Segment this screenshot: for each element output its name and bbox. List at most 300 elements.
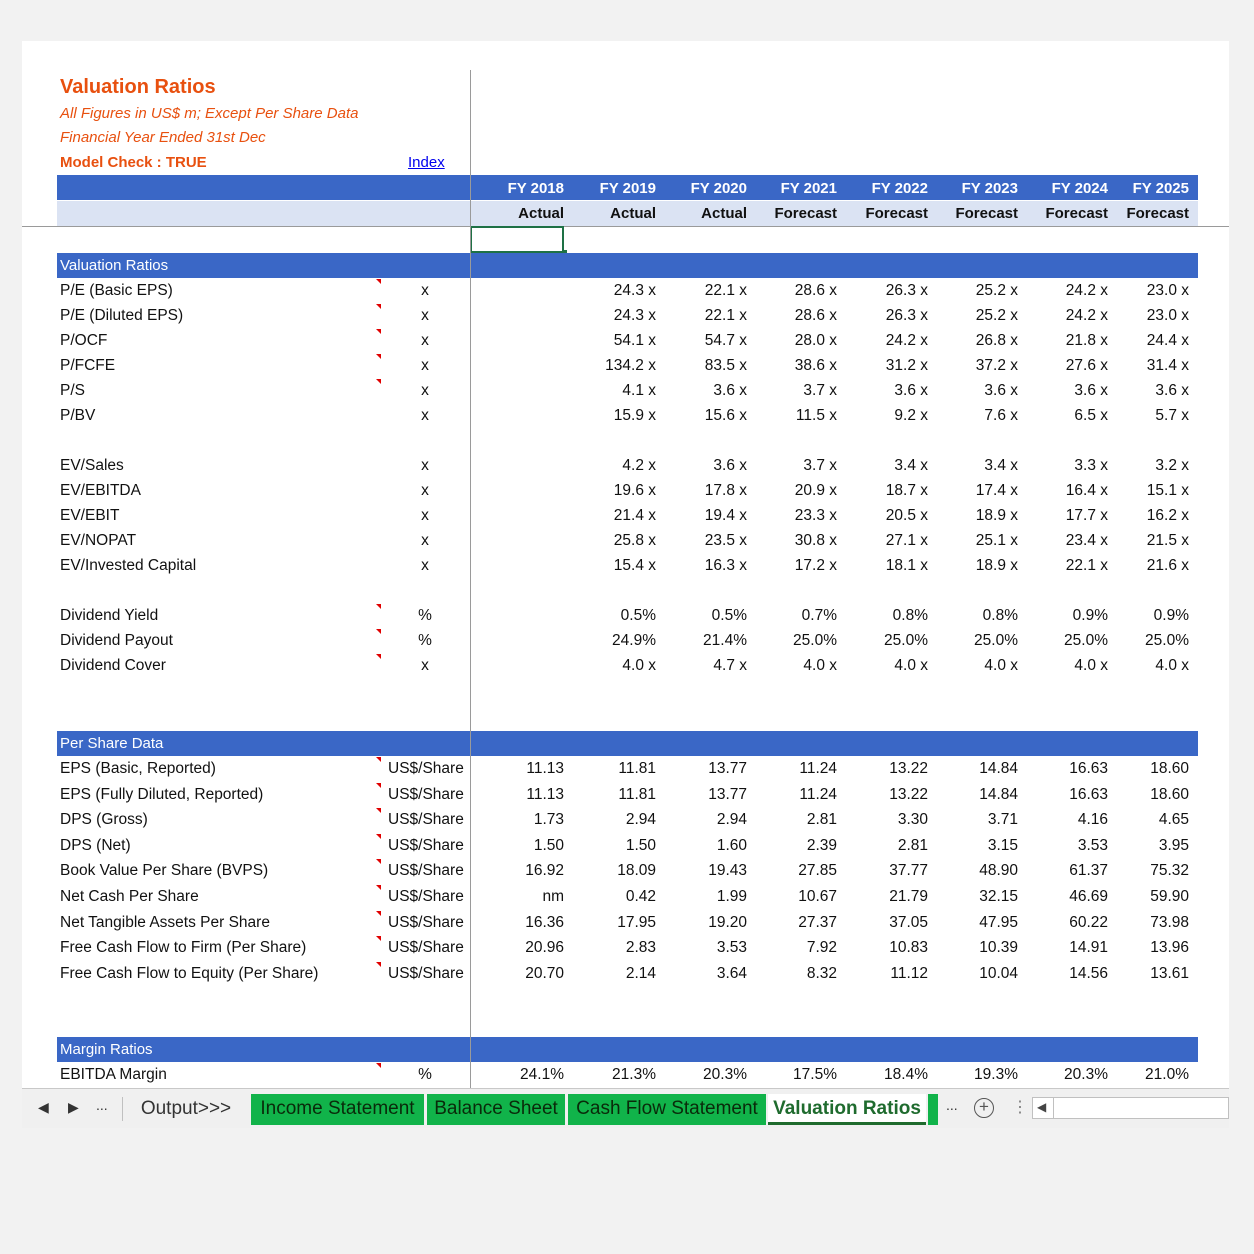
value-cell[interactable]: 4.0 x — [984, 657, 1018, 674]
row-label: P/E (Basic EPS) — [60, 282, 173, 299]
table-row[interactable] — [22, 808, 1229, 833]
value-cell[interactable]: 0.9% — [1153, 607, 1189, 624]
value-cell[interactable]: 15.4 x — [613, 557, 656, 574]
row-unit: US$/Share — [388, 785, 464, 803]
comment-indicator-icon — [376, 859, 381, 864]
value-cell[interactable]: 22.1 x — [1065, 557, 1108, 574]
value-cell[interactable]: 3.2 x — [1155, 457, 1189, 474]
table-row[interactable] — [22, 454, 1229, 479]
tab-cash-flow-statement[interactable]: Cash Flow Statement — [568, 1094, 766, 1125]
value-cell[interactable]: 16.36 — [525, 913, 564, 931]
value-cell[interactable]: 21.4 x — [613, 507, 656, 524]
value-cell[interactable]: 54.7 x — [704, 332, 747, 349]
value-cell[interactable]: 14.84 — [979, 785, 1018, 803]
value-cell[interactable]: 22.1 x — [704, 282, 747, 299]
row-unit: x — [421, 307, 429, 324]
tab-ellipsis[interactable]: ... — [96, 1097, 108, 1113]
value-cell[interactable]: 15.9 x — [613, 407, 656, 424]
value-cell[interactable]: 13.22 — [889, 760, 928, 777]
comment-indicator-icon — [376, 911, 381, 916]
row-unit: x — [421, 482, 429, 499]
value-cell[interactable]: 2.39 — [806, 836, 837, 854]
value-cell[interactable]: 9.2 x — [894, 407, 928, 424]
value-cell[interactable]: 3.7 x — [803, 382, 837, 399]
scroll-right-icon[interactable]: ▶ — [68, 1099, 79, 1115]
comment-indicator-icon — [376, 629, 381, 634]
value-cell[interactable]: 31.4 x — [1146, 357, 1189, 374]
value-cell[interactable]: 3.6 x — [1155, 382, 1189, 399]
value-cell[interactable]: 16.2 x — [1146, 507, 1189, 524]
value-cell[interactable]: 11.24 — [799, 760, 837, 777]
row-unit: US$/Share — [388, 964, 464, 982]
row-unit: x — [421, 282, 429, 299]
table-row[interactable] — [22, 783, 1229, 808]
value-cell[interactable]: 23.0 x — [1146, 307, 1189, 324]
value-cell[interactable]: 20.70 — [525, 964, 564, 982]
row-label: EV/EBIT — [60, 507, 120, 524]
value-cell[interactable]: 13.77 — [708, 785, 747, 803]
value-cell[interactable]: 21.5 x — [1146, 532, 1189, 549]
value-cell[interactable]: 47.95 — [979, 913, 1018, 931]
value-cell[interactable]: 27.6 x — [1065, 357, 1108, 374]
value-cell[interactable]: 24.4 x — [1146, 332, 1189, 349]
value-cell[interactable]: 3.4 x — [984, 457, 1018, 474]
value-cell[interactable]: 16.4 x — [1065, 482, 1108, 499]
sheet-tab-bar — [22, 1088, 1229, 1128]
period-type-header: Forecast — [774, 205, 837, 222]
table-row[interactable] — [22, 885, 1229, 910]
value-cell[interactable]: 11.13 — [526, 785, 564, 803]
value-cell[interactable]: 1.50 — [533, 836, 564, 854]
tab-output[interactable]: Output>>> — [140, 1098, 232, 1119]
section-title: Valuation Ratios — [60, 257, 169, 274]
value-cell[interactable]: 32.15 — [979, 888, 1018, 905]
value-cell[interactable]: 0.42 — [625, 888, 656, 905]
value-cell[interactable]: 0.7% — [801, 607, 837, 624]
value-cell[interactable]: 14.91 — [1069, 939, 1108, 957]
comment-indicator-icon — [376, 304, 381, 309]
value-cell[interactable]: 3.53 — [716, 939, 747, 957]
value-cell[interactable]: 7.92 — [806, 939, 837, 957]
value-cell[interactable]: 18.7 x — [885, 482, 928, 499]
value-cell[interactable]: 4.1 x — [622, 382, 656, 399]
value-cell[interactable]: 28.6 x — [794, 307, 837, 324]
value-cell[interactable]: 25.0% — [1064, 632, 1108, 649]
row-label: EPS (Basic, Reported) — [60, 760, 216, 777]
tab-next-green[interactable] — [928, 1094, 938, 1125]
value-cell[interactable]: 17.8 x — [704, 482, 747, 499]
comment-indicator-icon — [376, 834, 381, 839]
value-cell[interactable]: 19.4 x — [704, 507, 747, 524]
value-cell[interactable]: 14.56 — [1069, 964, 1108, 982]
value-cell[interactable]: 0.8% — [982, 607, 1018, 624]
value-cell[interactable]: 18.09 — [617, 862, 656, 880]
comment-indicator-icon — [376, 379, 381, 384]
value-cell[interactable]: 24.3 x — [613, 282, 656, 299]
year-header-fy-2023: FY 2023 — [961, 180, 1018, 197]
row-label: EPS (Fully Diluted, Reported) — [60, 785, 264, 803]
row-label: EV/EBITDA — [60, 482, 141, 499]
value-cell[interactable]: 19.3% — [974, 1066, 1018, 1083]
row-unit: x — [421, 557, 429, 574]
value-cell[interactable]: 18.9 x — [975, 507, 1018, 524]
scrollbar-left-icon[interactable]: ◀ — [1037, 1100, 1047, 1114]
value-cell[interactable]: 17.7 x — [1065, 507, 1108, 524]
value-cell[interactable]: 2.83 — [625, 939, 656, 957]
row-label: DPS (Net) — [60, 836, 131, 854]
value-cell[interactable]: 17.5% — [793, 1066, 837, 1083]
value-cell[interactable]: 26.8 x — [975, 332, 1018, 349]
scrollbar-thumb-edge — [1053, 1098, 1054, 1118]
row-unit: x — [421, 407, 429, 424]
value-cell[interactable]: 20.3% — [1064, 1066, 1108, 1083]
value-cell[interactable]: 4.65 — [1158, 811, 1189, 829]
value-cell[interactable]: 2.94 — [625, 811, 656, 829]
comment-indicator-icon — [376, 654, 381, 659]
value-cell[interactable]: 13.61 — [1150, 964, 1189, 982]
row-unit: % — [418, 1066, 432, 1083]
value-cell[interactable]: 3.15 — [987, 836, 1018, 854]
row-label: EBITDA Margin — [60, 1066, 167, 1083]
value-cell[interactable]: 26.3 x — [885, 307, 928, 324]
value-cell[interactable]: 7.6 x — [984, 407, 1018, 424]
value-cell[interactable]: 4.0 x — [1074, 657, 1108, 674]
sheet-title: Valuation Ratios — [60, 76, 216, 98]
value-cell[interactable]: 4.2 x — [622, 457, 656, 474]
value-cell[interactable]: 4.0 x — [803, 657, 837, 674]
value-cell[interactable]: 24.2 x — [1065, 282, 1108, 299]
value-cell[interactable]: 11.81 — [618, 760, 656, 777]
period-type-header: Forecast — [1045, 205, 1108, 222]
row-label: EV/NOPAT — [60, 532, 137, 549]
table-row[interactable] — [22, 911, 1229, 936]
value-cell[interactable]: 21.8 x — [1065, 332, 1108, 349]
period-type-header: Forecast — [1126, 205, 1189, 222]
value-cell[interactable]: 23.4 x — [1065, 532, 1108, 549]
value-cell[interactable]: 0.8% — [892, 607, 928, 624]
value-cell[interactable]: 3.30 — [897, 811, 928, 829]
value-cell[interactable]: 21.3% — [612, 1066, 656, 1083]
value-cell[interactable]: 16.92 — [525, 862, 564, 880]
table-row[interactable] — [22, 629, 1229, 654]
selected-cell[interactable] — [470, 226, 564, 253]
row-label: P/E (Diluted EPS) — [60, 307, 184, 324]
table-row[interactable] — [22, 757, 1229, 782]
value-cell[interactable]: 27.85 — [798, 862, 837, 880]
value-cell[interactable]: 16.63 — [1069, 785, 1108, 803]
value-cell[interactable]: 3.7 x — [803, 457, 837, 474]
value-cell[interactable]: 13.77 — [708, 760, 747, 777]
value-cell[interactable]: 25.1 x — [975, 532, 1018, 549]
value-cell[interactable]: 18.9 x — [975, 557, 1018, 574]
value-cell[interactable]: 4.0 x — [622, 657, 656, 674]
comment-indicator-icon — [376, 757, 381, 762]
value-cell[interactable]: 25.0% — [1145, 632, 1189, 649]
row-unit: US$/Share — [388, 836, 464, 854]
value-cell[interactable]: 22.1 x — [704, 307, 747, 324]
units-note: All Figures in US$ m; Except Per Share Data — [60, 105, 359, 122]
value-cell[interactable]: 10.04 — [979, 964, 1018, 982]
row-label: Free Cash Flow to Firm (Per Share) — [60, 939, 307, 957]
value-cell[interactable]: 59.90 — [1150, 888, 1189, 905]
value-cell[interactable]: nm — [542, 888, 564, 905]
section-title: Per Share Data — [60, 735, 164, 752]
value-cell[interactable]: 1.73 — [533, 811, 564, 829]
row-label: Book Value Per Share (BVPS) — [60, 862, 269, 880]
value-cell[interactable]: 1.60 — [716, 836, 747, 854]
horizontal-scrollbar[interactable] — [1032, 1097, 1229, 1119]
value-cell[interactable]: 4.0 x — [894, 657, 928, 674]
value-cell[interactable]: 11.13 — [526, 760, 564, 777]
value-cell[interactable]: 24.1% — [520, 1066, 564, 1083]
table-row[interactable] — [22, 834, 1229, 859]
fiscal-year-note: Financial Year Ended 31st Dec — [60, 129, 266, 146]
value-cell[interactable]: 25.2 x — [975, 307, 1018, 324]
tab-income-statement[interactable]: Income Statement — [251, 1094, 424, 1125]
value-cell[interactable]: 18.60 — [1150, 785, 1189, 803]
value-cell[interactable]: 10.83 — [889, 939, 928, 957]
value-cell[interactable]: 5.7 x — [1155, 407, 1189, 424]
period-type-header: Actual — [701, 205, 747, 222]
table-row[interactable] — [22, 279, 1229, 304]
tab-separator — [122, 1097, 123, 1121]
row-unit: x — [421, 657, 429, 674]
value-cell[interactable]: 10.67 — [798, 888, 837, 905]
value-cell[interactable]: 27.37 — [798, 913, 837, 931]
value-cell[interactable]: 134.2 x — [605, 357, 656, 374]
period-type-header: Actual — [518, 205, 564, 222]
value-cell[interactable]: 11.24 — [799, 785, 837, 803]
value-cell[interactable]: 23.3 x — [794, 507, 837, 524]
value-cell[interactable]: 3.53 — [1077, 836, 1108, 854]
table-row[interactable] — [22, 304, 1229, 329]
table-row[interactable] — [22, 859, 1229, 884]
value-cell[interactable]: 3.71 — [987, 811, 1018, 829]
table-row[interactable] — [22, 604, 1229, 629]
value-cell[interactable]: 24.9% — [612, 632, 656, 649]
table-row[interactable] — [22, 479, 1229, 504]
scroll-left-icon[interactable]: ◀ — [38, 1099, 49, 1115]
value-cell[interactable]: 25.0% — [884, 632, 928, 649]
value-cell[interactable]: 11.12 — [890, 964, 928, 982]
value-cell[interactable]: 48.90 — [979, 862, 1018, 880]
value-cell[interactable]: 17.95 — [617, 913, 656, 931]
value-cell[interactable]: 24.3 x — [613, 307, 656, 324]
value-cell[interactable]: 4.0 x — [1155, 657, 1189, 674]
section-bar-valuation-ratios — [57, 253, 1198, 278]
year-header-fy-2022: FY 2022 — [871, 180, 928, 197]
row-label: EV/Sales — [60, 457, 124, 474]
tab-balance-sheet[interactable]: Balance Sheet — [427, 1094, 565, 1125]
value-cell[interactable]: 3.64 — [716, 964, 747, 982]
period-type-header: Actual — [610, 205, 656, 222]
frozen-pane-divider — [22, 226, 1229, 227]
value-cell[interactable]: 3.6 x — [713, 457, 747, 474]
value-cell[interactable]: 46.69 — [1069, 888, 1108, 905]
value-cell[interactable]: 21.4% — [703, 632, 747, 649]
value-cell[interactable]: 21.6 x — [1146, 557, 1189, 574]
value-cell[interactable]: 14.84 — [979, 760, 1018, 777]
value-cell[interactable]: 20.5 x — [885, 507, 928, 524]
row-unit: % — [418, 632, 432, 649]
row-label: P/BV — [60, 407, 96, 424]
spreadsheet-grid[interactable] — [22, 41, 1229, 1127]
plus-circle-icon[interactable]: + — [974, 1098, 994, 1118]
value-cell[interactable]: 54.1 x — [613, 332, 656, 349]
year-header-fy-2020: FY 2020 — [690, 180, 747, 197]
row-label: Dividend Payout — [60, 632, 173, 649]
value-cell[interactable]: 3.95 — [1158, 836, 1189, 854]
value-cell[interactable]: 17.2 x — [794, 557, 837, 574]
comment-indicator-icon — [376, 354, 381, 359]
year-header-fy-2019: FY 2019 — [599, 180, 656, 197]
value-cell[interactable]: 24.2 x — [1065, 307, 1108, 324]
value-cell[interactable]: 61.37 — [1069, 862, 1108, 880]
value-cell[interactable]: 28.6 x — [794, 282, 837, 299]
row-label: DPS (Gross) — [60, 811, 148, 829]
row-unit: x — [421, 532, 429, 549]
value-cell[interactable]: 37.2 x — [975, 357, 1018, 374]
more-tabs[interactable]: ... — [946, 1097, 958, 1113]
year-header-fy-2018: FY 2018 — [507, 180, 564, 197]
value-cell[interactable]: 16.63 — [1069, 760, 1108, 777]
value-cell[interactable]: 60.22 — [1069, 913, 1108, 931]
value-cell[interactable]: 3.6 x — [1074, 382, 1108, 399]
value-cell[interactable]: 23.0 x — [1146, 282, 1189, 299]
table-row[interactable] — [22, 554, 1229, 579]
value-cell[interactable]: 18.1 x — [885, 557, 928, 574]
value-cell[interactable]: 20.9 x — [794, 482, 837, 499]
value-cell[interactable]: 10.39 — [979, 939, 1018, 957]
value-cell[interactable]: 31.2 x — [885, 357, 928, 374]
value-cell[interactable]: 20.3% — [703, 1066, 747, 1083]
value-cell[interactable]: 21.0% — [1145, 1066, 1189, 1083]
value-cell[interactable]: 3.6 x — [894, 382, 928, 399]
comment-indicator-icon — [376, 604, 381, 609]
value-cell[interactable]: 2.81 — [897, 836, 928, 854]
value-cell[interactable]: 0.9% — [1072, 607, 1108, 624]
table-row[interactable] — [22, 354, 1229, 379]
row-unit: US$/Share — [388, 913, 464, 931]
frozen-column-divider — [470, 70, 471, 1090]
value-cell[interactable]: 19.6 x — [613, 482, 656, 499]
value-cell[interactable]: 37.05 — [889, 913, 928, 931]
value-cell[interactable]: 25.0% — [974, 632, 1018, 649]
value-cell[interactable]: 1.99 — [716, 888, 747, 905]
row-unit: US$/Share — [388, 811, 464, 829]
value-cell[interactable]: 73.98 — [1150, 913, 1189, 931]
value-cell[interactable]: 30.8 x — [794, 532, 837, 549]
value-cell[interactable]: 25.2 x — [975, 282, 1018, 299]
value-cell[interactable]: 13.96 — [1150, 939, 1189, 957]
value-cell[interactable]: 20.96 — [525, 939, 564, 957]
value-cell[interactable]: 2.81 — [806, 811, 837, 829]
comment-indicator-icon — [376, 279, 381, 284]
value-cell[interactable]: 19.43 — [708, 862, 747, 880]
row-unit: x — [421, 507, 429, 524]
value-cell[interactable]: 75.32 — [1150, 862, 1189, 880]
value-cell[interactable]: 8.32 — [806, 964, 837, 982]
table-row[interactable] — [22, 329, 1229, 354]
value-cell[interactable]: 13.22 — [889, 785, 928, 803]
value-cell[interactable]: 2.14 — [625, 964, 656, 982]
value-cell[interactable]: 6.5 x — [1074, 407, 1108, 424]
row-label: Free Cash Flow to Equity (Per Share) — [60, 964, 319, 982]
value-cell[interactable]: 11.5 x — [795, 407, 837, 424]
value-cell[interactable]: 16.3 x — [704, 557, 747, 574]
section-title: Margin Ratios — [60, 1041, 153, 1058]
row-label: Dividend Yield — [60, 607, 159, 624]
section-bar-margin-ratios — [57, 1037, 1198, 1062]
value-cell[interactable]: 2.94 — [716, 811, 747, 829]
tab-valuation-ratios[interactable]: Valuation Ratios — [768, 1094, 926, 1125]
comment-indicator-icon — [376, 783, 381, 788]
row-label: P/OCF — [60, 332, 108, 349]
value-cell[interactable]: 26.3 x — [885, 282, 928, 299]
value-cell[interactable]: 0.5% — [620, 607, 656, 624]
table-row[interactable] — [22, 1063, 1229, 1088]
row-unit: US$/Share — [388, 939, 464, 957]
value-cell[interactable]: 18.60 — [1150, 760, 1189, 777]
value-cell[interactable]: 37.77 — [889, 862, 928, 880]
value-cell[interactable]: 3.6 x — [713, 382, 747, 399]
value-cell[interactable]: 15.6 x — [704, 407, 747, 424]
row-unit: US$/Share — [388, 888, 464, 905]
value-cell[interactable]: 3.6 x — [984, 382, 1018, 399]
model-check-label: Model Check : TRUE — [60, 154, 207, 171]
value-cell[interactable]: 83.5 x — [704, 357, 747, 374]
value-cell[interactable]: 19.20 — [708, 913, 747, 931]
table-row[interactable] — [22, 504, 1229, 529]
value-cell[interactable]: 15.1 x — [1146, 482, 1189, 499]
value-cell[interactable]: 4.16 — [1077, 811, 1108, 829]
table-row[interactable] — [22, 404, 1229, 429]
row-label: Net Tangible Assets Per Share — [60, 913, 270, 931]
value-cell[interactable]: 25.8 x — [613, 532, 656, 549]
value-cell[interactable]: 1.50 — [625, 836, 656, 854]
year-header-fy-2024: FY 2024 — [1051, 180, 1108, 197]
table-row[interactable] — [22, 379, 1229, 404]
value-cell[interactable]: 28.0 x — [794, 332, 837, 349]
comment-indicator-icon — [376, 936, 381, 941]
value-cell[interactable]: 24.2 x — [885, 332, 928, 349]
table-row[interactable] — [22, 962, 1229, 987]
value-cell[interactable]: 3.3 x — [1074, 457, 1108, 474]
value-cell[interactable]: 23.5 x — [704, 532, 747, 549]
row-unit: US$/Share — [388, 862, 464, 880]
table-row[interactable] — [22, 936, 1229, 961]
row-unit: x — [421, 382, 429, 399]
value-cell[interactable]: 38.6 x — [794, 357, 837, 374]
table-row[interactable] — [22, 654, 1229, 679]
row-label: Net Cash Per Share — [60, 888, 199, 905]
value-cell[interactable]: 21.79 — [889, 888, 928, 905]
value-cell[interactable]: 18.4% — [884, 1066, 928, 1083]
value-cell[interactable]: 11.81 — [618, 785, 656, 803]
vertical-dots-icon: ⋮ — [1012, 1099, 1028, 1116]
value-cell[interactable]: 27.1 x — [885, 532, 928, 549]
value-cell[interactable]: 17.4 x — [975, 482, 1018, 499]
index-link[interactable]: Index — [408, 154, 445, 171]
comment-indicator-icon — [376, 962, 381, 967]
value-cell[interactable]: 25.0% — [793, 632, 837, 649]
value-cell[interactable]: 4.7 x — [713, 657, 747, 674]
table-row[interactable] — [22, 529, 1229, 554]
year-header-fy-2025: FY 2025 — [1132, 180, 1189, 197]
value-cell[interactable]: 3.4 x — [894, 457, 928, 474]
period-type-header: Forecast — [955, 205, 1018, 222]
value-cell[interactable]: 0.5% — [711, 607, 747, 624]
